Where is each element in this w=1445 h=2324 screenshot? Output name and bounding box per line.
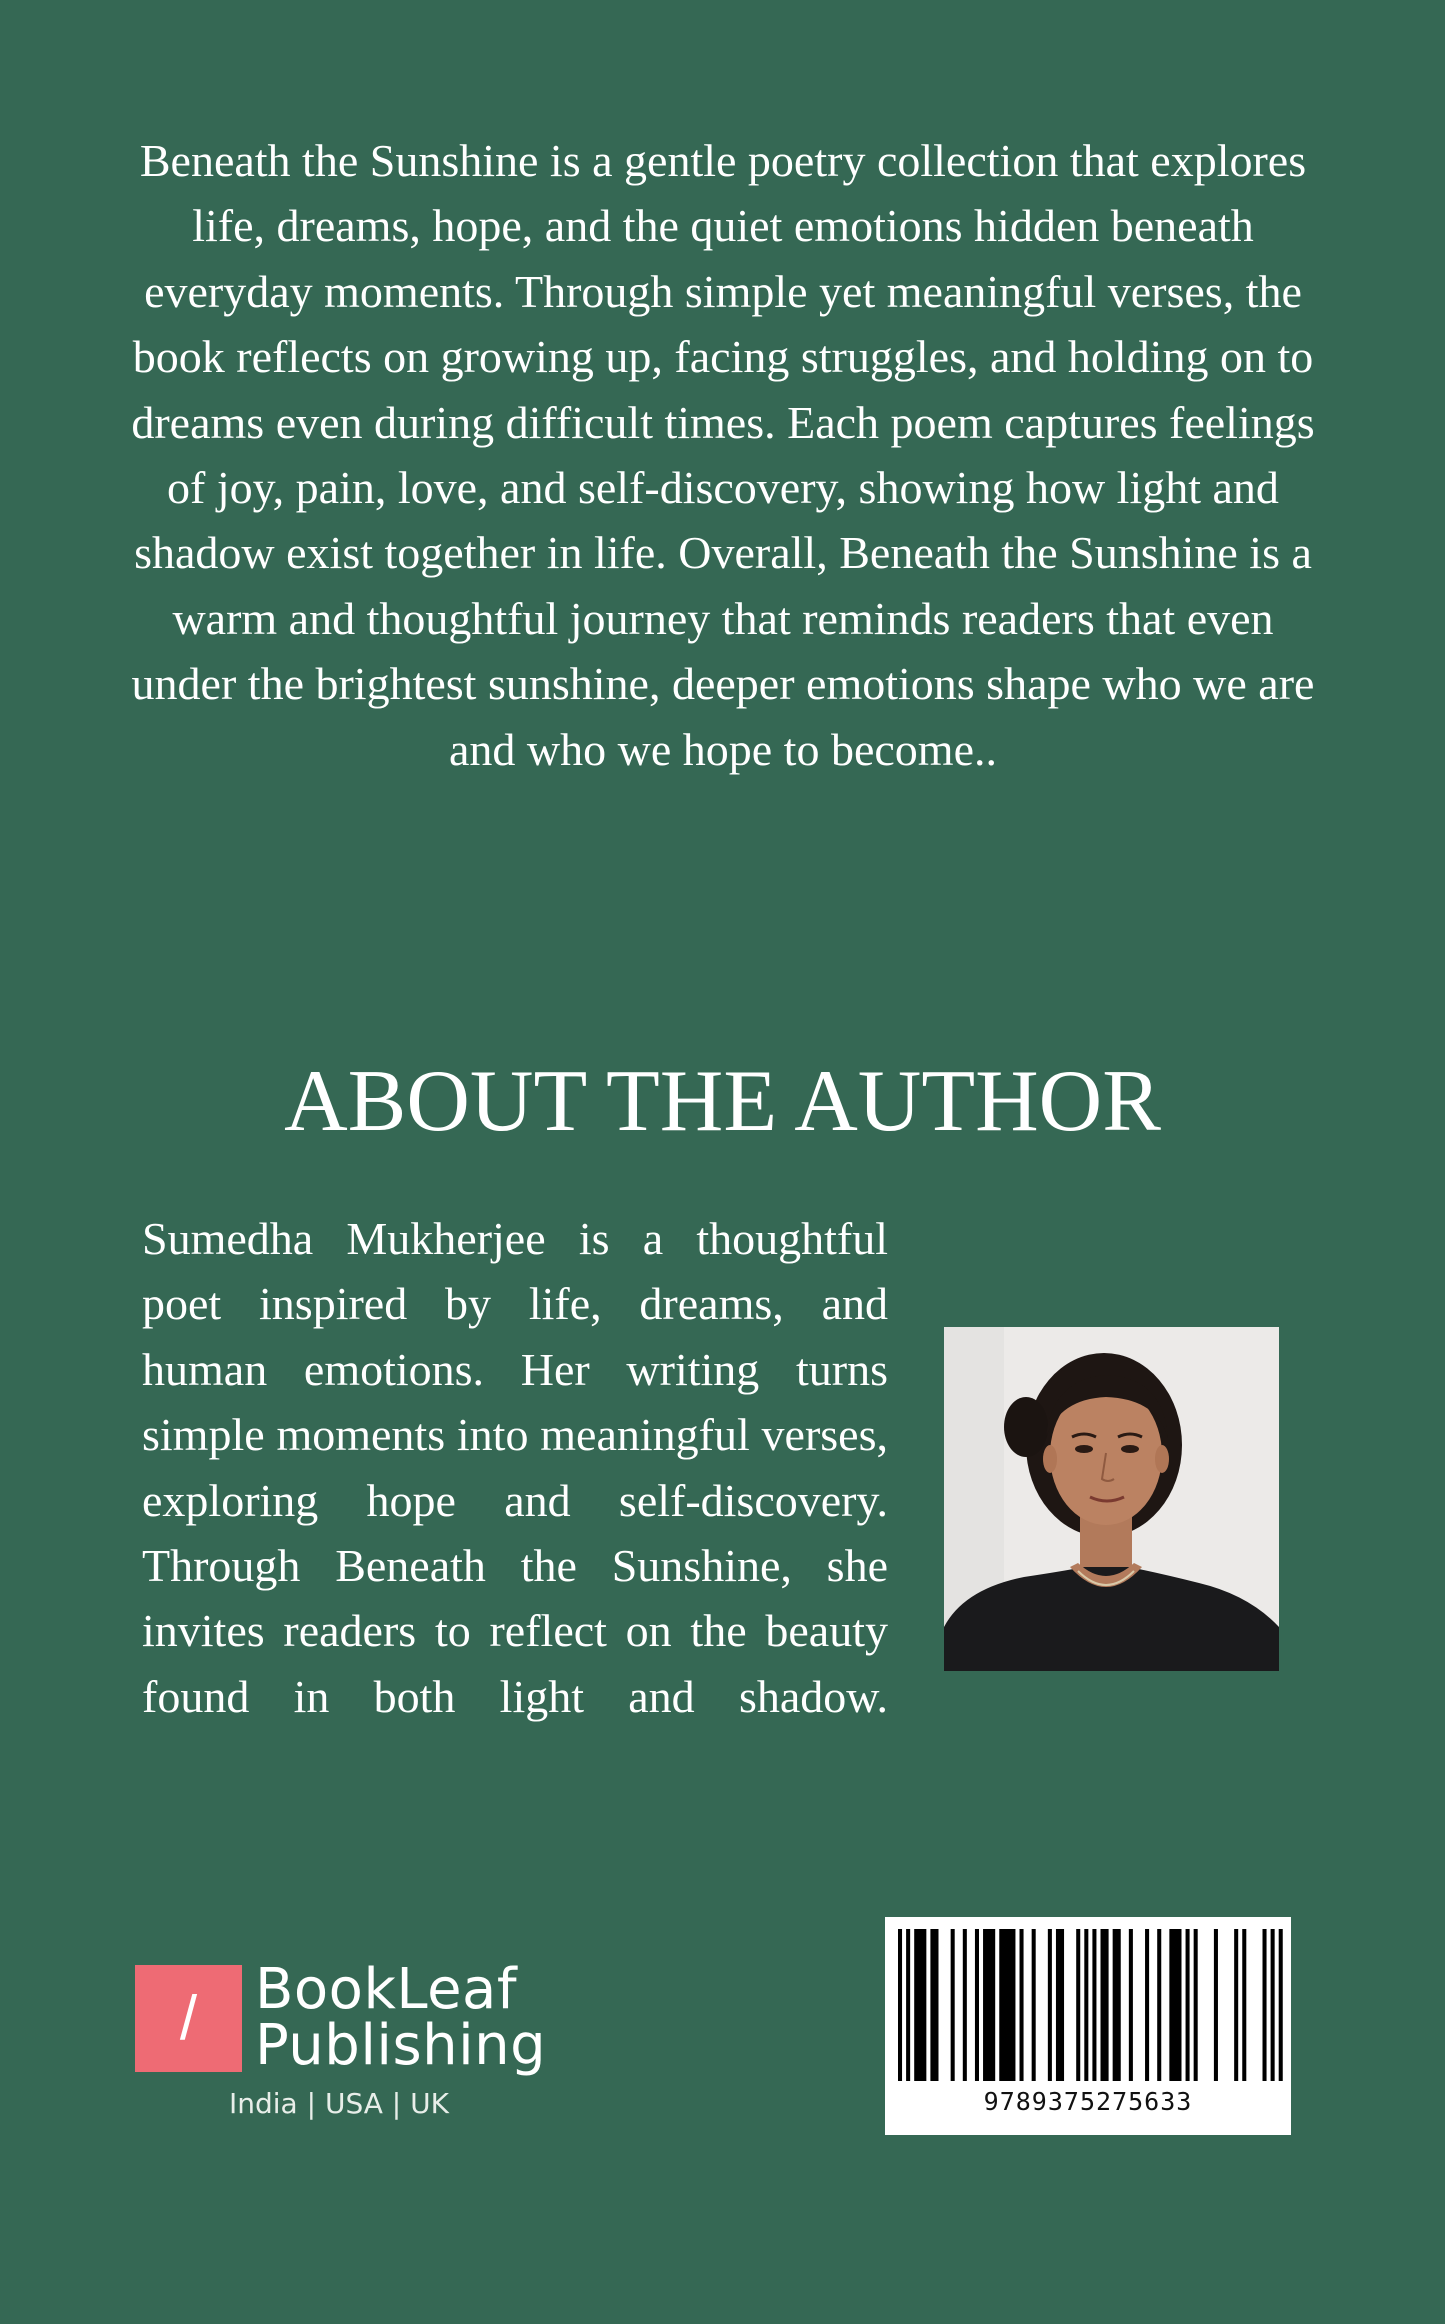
publisher-logo [135,1957,547,2135]
barcode-bar [1186,1929,1190,2081]
barcode-bar [1056,1929,1064,2081]
barcode-bar [951,1929,955,2081]
barcode-bar [1032,1929,1036,2081]
barcode-bar [1234,1929,1238,2081]
barcode-bar [914,1929,926,2081]
barcode-bar [1214,1929,1218,2081]
barcode-bar [1263,1929,1267,2081]
logo-slash-icon [135,1965,242,2072]
barcode-bar [1092,1929,1096,2081]
publisher-name-line1: BookLeaf [255,1957,518,2022]
barcode-bar [1271,1929,1275,2081]
barcode-bar [1279,1929,1283,2081]
publisher-name-line2: Publishing [255,2013,547,2078]
back-cover-blurb: Beneath the Sunshine is a gentle poetry collection that explores life, dreams, hope, and the quiet emotions hidden beneath everyday moments. Through simple yet meaningful verses, the book reflects on growing up, facing struggles, and holding on to dreams even during difficult times. Each poem captures feelings of joy, pain, love, and self-discovery, showing how light and shadow exist together in life. Overall, Beneath the Sunshine is a warm and thoughtful journey that reminds readers that even under the brightest sunshine, deeper emotions shape who we are and who we hope to become.. [131,135,1315,775]
barcode-bar [1194,1929,1198,2081]
barcode-bar [1169,1929,1181,2081]
barcode-bar [1084,1929,1088,2081]
barcode-bar [898,1929,902,2081]
barcode-bar [1145,1929,1149,2081]
barcode-bar [930,1929,938,2081]
barcode-bar [975,1929,979,2081]
logo-slash-mark: / [179,1984,198,2053]
barcode-bars [885,1917,1291,2087]
barcode-bar [1242,1929,1246,2081]
barcode-bar [983,1929,995,2081]
isbn-number: 9789375275633 [983,2087,1193,2116]
barcode-bar [1129,1929,1133,2081]
barcode-bar [1113,1929,1121,2081]
barcode-bar [1020,1929,1024,2081]
barcode-bar [1048,1929,1052,2081]
isbn-barcode [885,1917,1291,2135]
barcode-bar [906,1929,910,2081]
barcode-bar [963,1929,967,2081]
barcode-bar [1101,1929,1109,2081]
barcode-bar [1157,1929,1161,2081]
author-bio: Sumedha Mukherjee is a thoughtful poet inspired by life, dreams, and human emotions. Her writing turns simple moments into meaningful verses, exploring hope and self-discovery. Through Beneath the Sunshine, she invites readers to reflect on the beauty found in both light and shadow. [142,1213,888,1722]
barcode-bar [999,1929,1015,2081]
author-photo [944,1327,1279,1671]
about-author-heading: ABOUT THE AUTHOR [284,1053,1161,1150]
publisher-countries: India | USA | UK [229,2087,449,2120]
barcode-bar [1076,1929,1080,2081]
